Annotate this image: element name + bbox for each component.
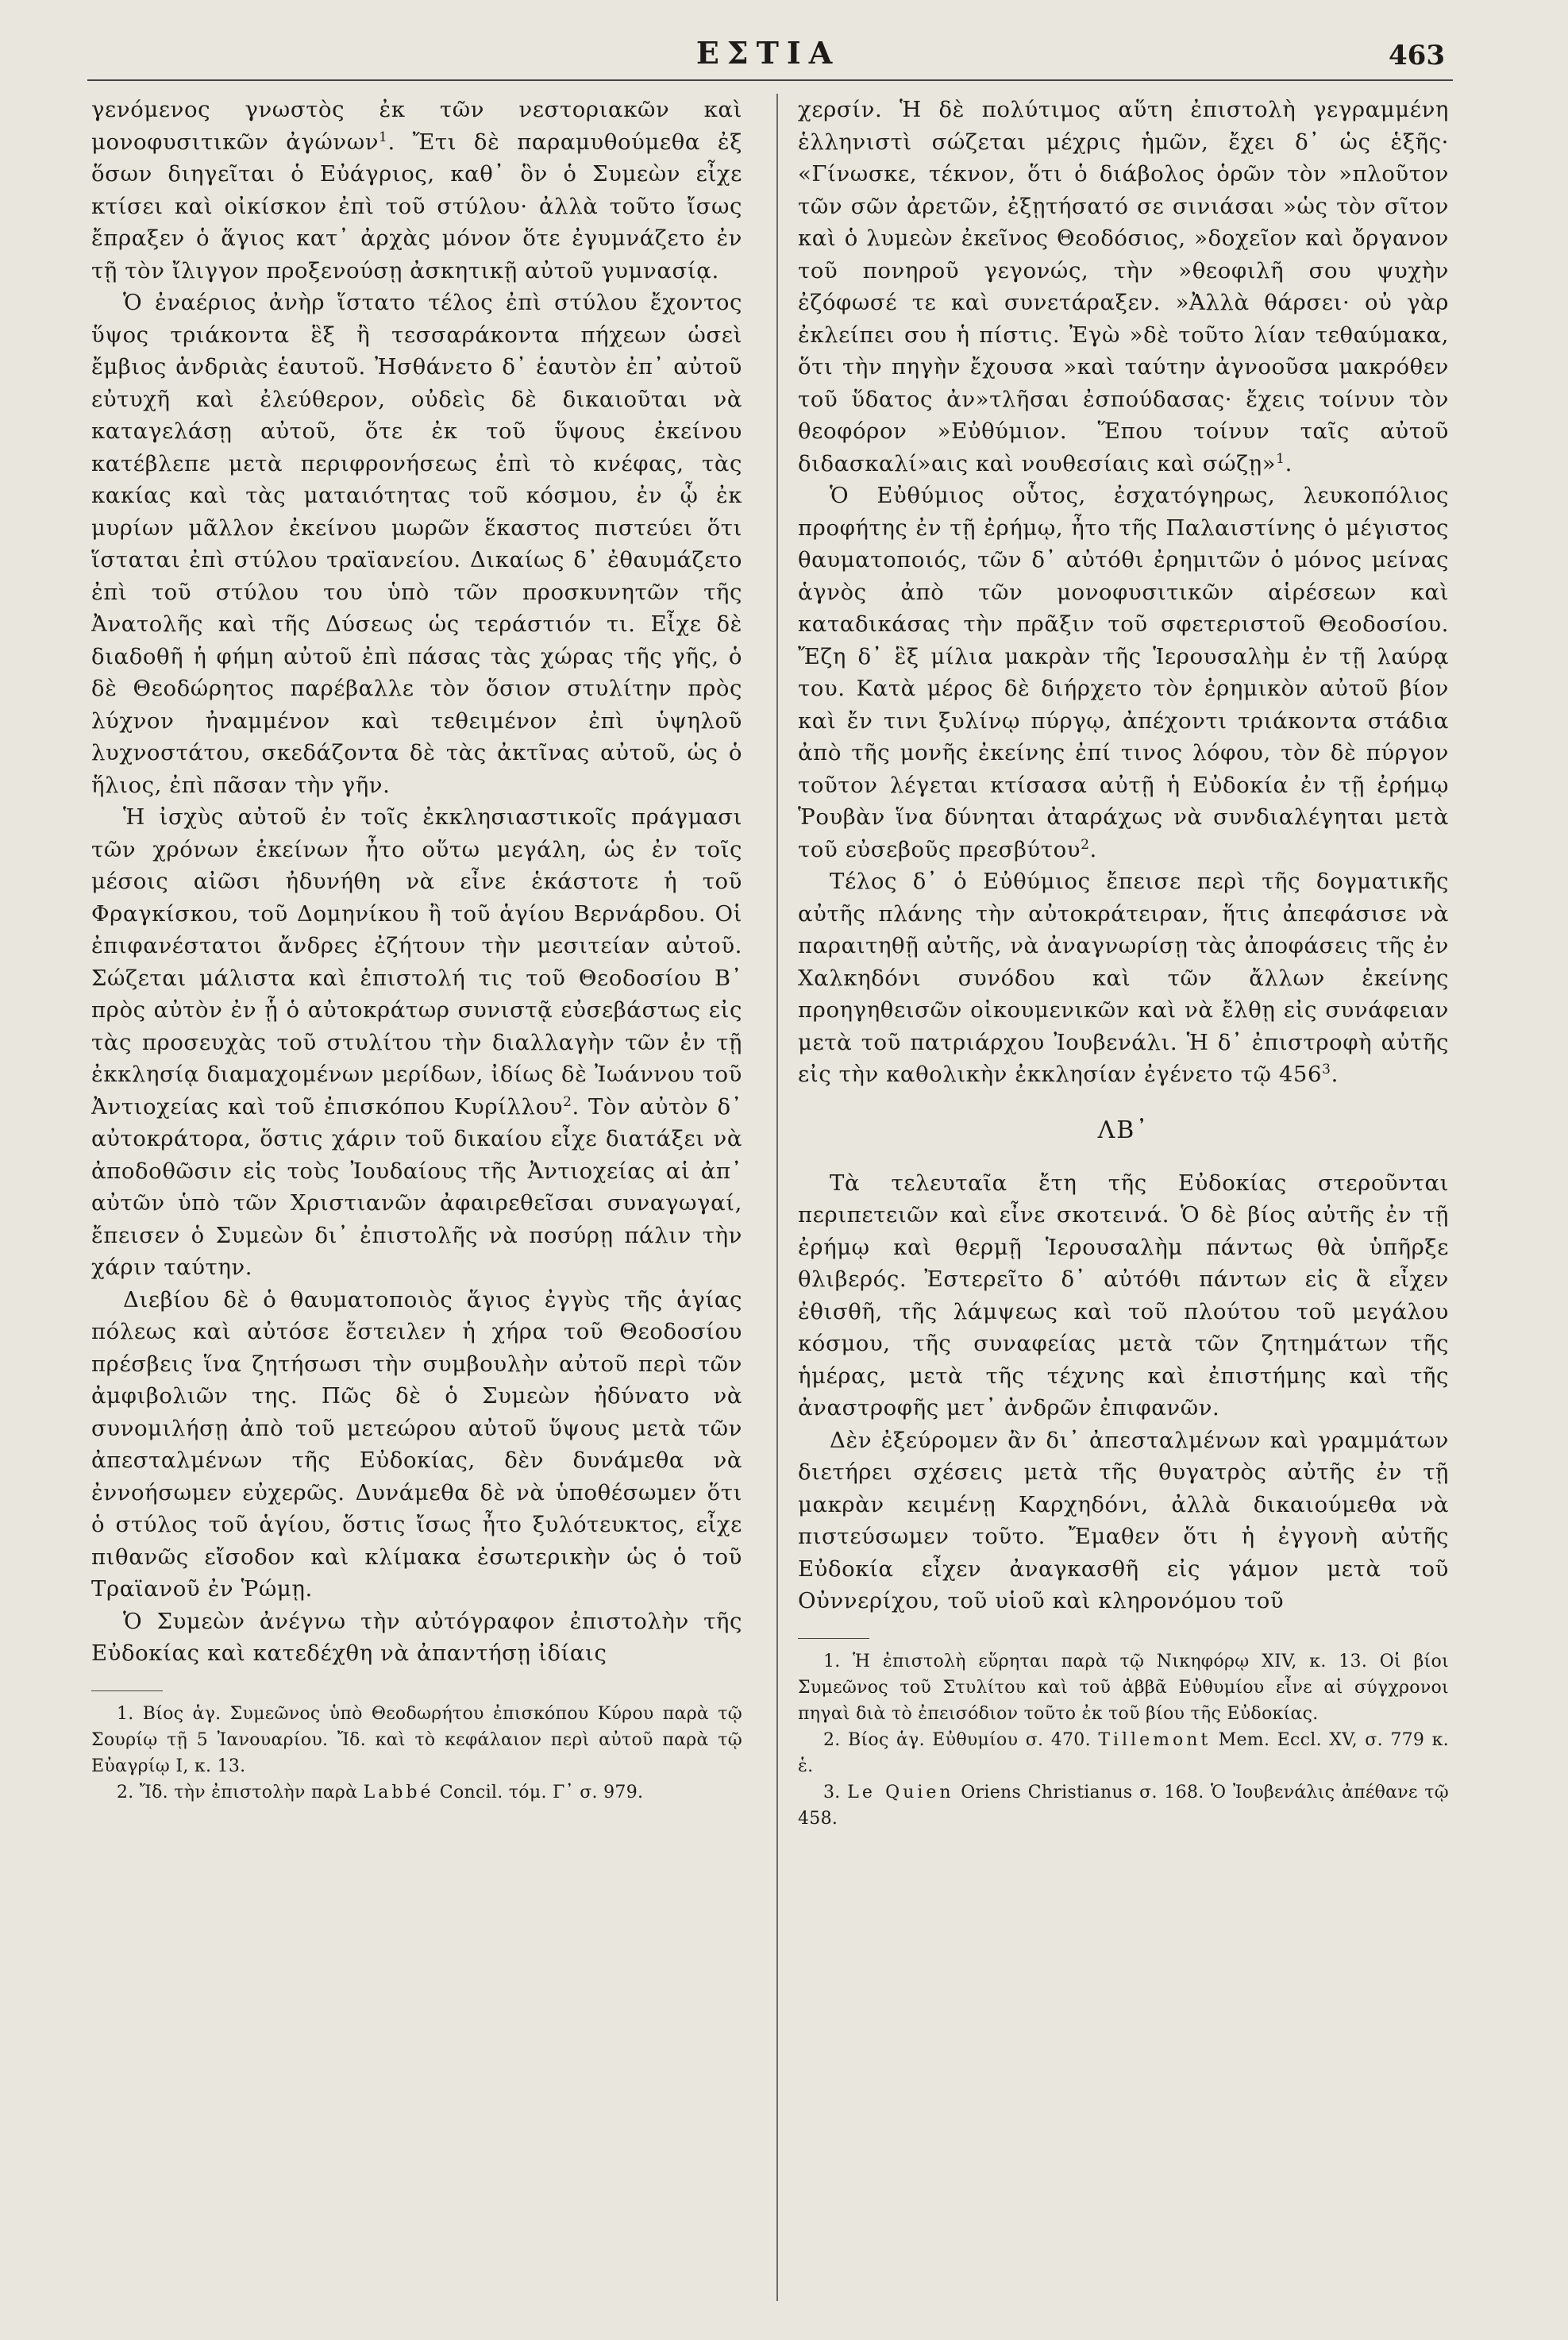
paragraph: Διεβίου δὲ ὁ θαυματοποιὸς ἅγιος ἐγγὺς τῆς ἁγίας πόλεως καὶ αὐτόσε ἔστειλεν ἡ χήρα τοῦ Θεοδοσίου πρέσβεις ἵνα ζητήσωσι τὴν συμβουλὴν αὐτοῦ περὶ τῶν ἀμφιβολιῶν της. Πῶς δὲ ὁ Συμεὼν ἠδύνατο νὰ συνομιλήσῃ ἀπὸ τοῦ μετεώρου αὐτοῦ ὕψους μετὰ τῶν ἀπεσταλμένων τῆς Εὐδοκίας, δὲν δυνάμεθα νὰ ἐννοήσωμεν εὐχερῶς. Δυνάμεθα δὲ νὰ ὑποθέσωμεν ὅτι ὁ στύλος τοῦ ἁγίου, ὅστις ἴσως ἦτο ξυλότευκτος, εἶχε πιθανῶς εἴσοδον καὶ κλίμακα ἐσωτερικὴν ὡς ὁ τοῦ Τραϊανοῦ ἐν Ῥώμῃ. (91, 1286, 742, 1602)
paragraph: Ὁ Συμεὼν ἀνέγνω τὴν αὐτόγραφον ἐπιστολὴν τῆς Εὐδοκίας καὶ κατεδέχθη νὰ ἀπαντήσῃ ἰδίαις (91, 1608, 742, 1666)
footnote-text: 3. (823, 1783, 848, 1802)
section-heading: ΛΒ᾽ (1097, 1116, 1150, 1144)
paragraph-text: χερσίν. Ἡ δὲ πολύτιμος αὕτη ἐπιστολὴ γεγραμμένη ἑλληνιστὶ σώζεται μέχρις ἡμῶν, ἔχει δ᾽ ὡς ἑξῆς· «Γίνωσκε, τέκνον, ὅτι ὁ διάβολος ὁρῶν τὸν »πλοῦτον τῶν σῶν ἀρετῶν, ἐξῃτήσατό σε σινιάσαι »ὡς τὸν σῖτον καὶ ὁ λυμεὼν ἐκεῖνος Θεοδόσιος, »δοχεῖον καὶ ὄργανον τοῦ πονηροῦ γεγονώς, τὴν »θεοφιλῆ σου ψυχὴν ἐζόφωσέ τε καὶ συνετάραξεν. »Ἀλλὰ θάρσει· οὐ γὰρ ἐκλείπει σου ἡ πίστις. Ἐγὼ »δὲ τοῦτο λίαν τεθαύμακα, ὅτι τὴν πηγὴν ἔχουσα »καὶ ταύτην ἀγνοοῦσα μακρόθεν τοῦ ὕδατος ἀν»τλῆσαι ἐσπούδασας· ἔχεις τοίνυν τὸν θεοφόρον »Εὐθύμιον. Ἕπου τοίνυν ταῖς αὐτοῦ διδασκαλί»αις καὶ νουθεσίαις καὶ σώζῃ» (798, 97, 1449, 476)
footnote-ref: 3 (1322, 1061, 1331, 1077)
footnote-text: 2. Ἴδ. τὴν ἐπιστολὴν παρὰ (117, 1783, 364, 1802)
footnote-ref: 2 (1081, 836, 1090, 853)
footnote: 1. Ἡ ἐπιστολὴ εὕρηται παρὰ τῷ Νικηφόρῳ XIV, κ. 13. Οἱ βίοι Συμεῶνος τοῦ Στυλίτου καὶ τοῦ ἀββᾶ Εὐθυμίου εἶνε αἱ σύγχρονοι πηγαὶ διὰ τὸ ἐπεισόδιον τοῦτο ἐκ τοῦ βίου τῆς Εὐδοκίας. (798, 1652, 1449, 1724)
paragraph: Ὁ ἐναέριος ἀνὴρ ἵστατο τέλος ἐπὶ στύλου ἔχοντος ὕψος τριάκοντα ἓξ ἢ τεσσαράκοντα πήχεων ὡσεὶ ἔμβιος ἀνδριὰς ἑαυτοῦ. Ἠσθάνετο δ᾽ ἑαυτὸν ἐπ᾽ αὐτοῦ εὐτυχῆ καὶ ἐλεύθερον, οὐδεὶς δὲ δικαιοῦται νὰ καταγελάσῃ αὐτοῦ, ὅτε ἐκ τοῦ ὕψους ἐκείνου κατέβλεπε μετὰ περιφρονήσεως ἐπὶ τὸ κνέφας, τὰς κακίας καὶ τὰς ματαιότητας τοῦ κόσμου, ἐν ᾧ ἐκ μυρίων μᾶλλον ἐκείνου μωρῶν ἕκαστος πιστεύει ὅτι ἵσταται ἐπὶ στύλου τραϊανείου. Δικαίως δ᾽ ἐθαυμάζετο ἐπὶ τοῦ στύλου του ὑπὸ τῶν προσκυνητῶν τῆς Ἀνατολῆς καὶ τῆς Δύσεως ὡς τεράστιόν τι. Εἶχε δὲ διαδοθῆ ἡ φήμη αὐτοῦ ἐπὶ πάσας τὰς χώρας τῆς γῆς, ὁ δὲ Θεοδώρητος παρέβαλλε τὸν ὅσιον στυλίτην πρὸς λύχνον ἠναμμένον καὶ τεθειμένον ἐπὶ ὑψηλοῦ λυχνοστάτου, σκεδάζοντα δὲ τὰς ἀκτῖνας αὐτοῦ, ὡς ὁ ἥλιος, ἐπὶ πᾶσαν τὴν γῆν. (91, 290, 742, 798)
page-header (91, 30, 1445, 78)
footnote-ref: 2 (563, 1093, 572, 1110)
paragraph-text: . (1089, 836, 1097, 862)
footnote-text: 2. Βίος ἁγ. Εὐθυμίου σ. 470. (823, 1730, 1099, 1750)
paragraph (798, 94, 1449, 480)
footnote (798, 1727, 1449, 1779)
paragraph (798, 480, 1449, 865)
right-column (798, 94, 1449, 2317)
footnote-author: Tillemont (1098, 1730, 1212, 1750)
paragraph-text: . (1331, 1062, 1339, 1087)
footnote-author: Le Quien (847, 1783, 954, 1802)
column-divider (776, 94, 778, 2301)
footnote-text: Mem. Eccl. XV, σ. 779 κ. ἑ. (798, 1730, 1449, 1776)
paragraph: Τὰ τελευταῖα ἔτη τῆς Εὐδοκίας στεροῦνται περιπετειῶν καὶ εἶνε σκοτεινά. Ὁ δὲ βίος αὐτῆς ἐν τῇ ἐρήμῳ καὶ θερμῇ Ἱερουσαλὴμ πάντως θὰ ὑπῆρξε θλιβερός. Ἐστερεῖτο δ᾽ αὐτόθι πάντων εἰς ἃ εἶχεν ἐθισθῆ, τῆς λάμψεως καὶ τοῦ πλούτου τοῦ μεγάλου κόσμου, τῆς συναφείας μετὰ τῶν ζητημάτων τῆς ἡμέρας, μετὰ τῆς τέχνης καὶ ἐπιστήμης καὶ τῆς ἀναστροφῆς μετ᾽ ἀνδρῶν ἐπιφανῶν. (798, 1170, 1449, 1421)
footnote-author: Labbé (363, 1783, 434, 1802)
paragraph-text: Τέλος δ᾽ ὁ Εὐθύμιος ἔπεισε περὶ τῆς δογματικῆς αὐτῆς πλάνης τὴν αὐτοκράτειραν, ἥτις ἀπεφάσισε νὰ παραιτηθῇ αὐτῆς, νὰ ἀναγνωρίσῃ τὰς ἀποφάσεις τῆς ἐν Χαλκηδόνι συνόδου καὶ τῶν ἄλλων ἐκείνης προηγηθεισῶν οἰκουμενικῶν καὶ νὰ ἔλθῃ εἰς συνάφειαν μετὰ τοῦ πατριάρχου Ἰουβενάλι. Ἡ δ᾽ ἐπιστροφὴ αὐτῆς εἰς τὴν καθολικὴν ἐκκλησίαν ἐγένετο τῷ 456 (798, 869, 1449, 1087)
footnote-divider (798, 1638, 869, 1640)
footnote-ref: 1 (379, 129, 388, 145)
footnote-text: Concil. τόμ. Γ᾽ σ. 979. (433, 1783, 644, 1802)
paragraph (91, 94, 742, 287)
left-column (91, 94, 742, 2317)
paragraph-text: Ὁ Εὐθύμιος οὗτος, ἐσχατόγηρως, λευκοπόλιος προφήτης ἐν τῇ ἐρήμῳ, ἦτο τῆς Παλαιστίνης ὁ μέγιστος θαυματοποιός, τῶν δ᾽ αὐτόθι ἐρημιτῶν ὁ μόνος μείνας ἁγνὸς ἀπὸ τῶν μονοφυσιτικῶν αἱρέσεων καὶ καταδικάσας τὴν πρᾶξιν τοῦ σφετεριστοῦ Θεοδοσίου. Ἔζη δ᾽ ἓξ μίλια μακρὰν τῆς Ἱερουσαλὴμ ἐν τῇ λαύρᾳ του. Κατὰ μέρος δὲ διήρχετο τὸν ἐρημικὸν αὐτοῦ βίον καὶ ἔν τινι ξυλίνῳ πύργῳ, ἀπέχοντι τριάκοντα στάδια ἀπὸ τῆς μονῆς ἐκείνης ἐπί τινος λόφου, τὸν δὲ πύργον τοῦτον λέγεται κτίσασα αὐτῇ ἡ Εὐδοκία ἐν τῇ ἐρήμῳ Ῥουβὰν ἵνα δύνηται ἀταράχως νὰ συνδιαλέγηται μετὰ τοῦ εὐσεβοῦς πρεσβύτου (798, 483, 1449, 862)
footnote-divider (91, 1690, 163, 1692)
paragraph-text: Ἡ ἰσχὺς αὐτοῦ ἐν τοῖς ἐκκλησιαστικοῖς πράγμασι τῶν χρόνων ἐκείνων ἦτο οὕτω μεγάλη, ὡς ἐν τοῖς μέσοις αἰῶσι ἠδυνήθη νὰ εἶνε ἑκάστοτε ἡ τοῦ Φραγκίσκου, τοῦ Δομηνίκου ἢ τοῦ ἁγίου Βερνάρδου. Οἱ ἐπιφανέστατοι ἄνδρες ἐζήτουν τὴν μεσιτείαν αὐτοῦ. Σώζεται μάλιστα καὶ ἐπιστολή τις τοῦ Θεοδοσίου Β᾽ πρὸς αὐτὸν ἐν ᾗ ὁ αὐτοκράτωρ συνιστᾷ εὐσεβάστως εἰς τὰς προσευχὰς τοῦ στυλίτου τὴν διαλλαγὴν τῶν ἐν τῇ ἐκκλησίᾳ διαμαχομένων μερίδων, ἰδίως δὲ Ἰωάννου τοῦ Ἀντιοχείας καὶ τοῦ ἐπισκόπου Κυρίλλου (91, 804, 742, 1120)
footnote-text: Oriens Christianus σ. 168. Ὁ Ἰουβενάλις ἀπέθανε τῷ 458. (798, 1783, 1449, 1829)
running-title: ΕΣΤΙΑ (695, 35, 841, 71)
footnote (91, 1779, 742, 1806)
footnote-ref: 1 (1276, 450, 1285, 467)
page-number: 463 (1389, 40, 1445, 71)
paragraph-text: γενόμενος γνωστὸς ἐκ τῶν νεστοριακῶν καὶ μονοφυσιτικῶν ἀγώνων (91, 97, 742, 155)
paragraph (91, 801, 742, 1284)
paragraph (798, 865, 1449, 1091)
paragraph-text: . Τὸν αὐτὸν δ᾽ αὐτοκράτορα, ὅστις χάριν τοῦ δικαίου εἶχε διατάξει νὰ ἀποδοθῶσιν εἰς τοὺς Ἰουδαίους τῆς Ἀντιοχείας αἱ ἀπ᾽ αὐτῶν ὑπὸ τῶν Χριστιανῶν ἀφαιρεθεῖσαι συναγωγαί, ἔπεισεν ὁ Συμεὼν δι᾽ ἐπιστολῆς νὰ ποσύρῃ πάλιν τὴν χάριν ταύτην. (91, 1093, 742, 1280)
footnote (798, 1779, 1449, 1832)
header-rule (87, 79, 1453, 81)
paragraph-text: . Ἔτι δὲ παραμυθούμεθα ἐξ ὅσων διηγεῖται ὁ Εὐάγριος, καθ᾽ ὃν ὁ Συμεὼν εἶχε κτίσει καὶ οἰκίσκον ἐπὶ τοῦ στύλου· ἀλλὰ τοῦτο ἴσως ἔπραξεν ὁ ἅγιος κατ᾽ ἀρχὰς μόνον ὅτε ἐγυμνάζετο ἐν τῇ τὸν ἴλιγγον προξενούσῃ ἀσκητικῇ αὐτοῦ γυμνασίᾳ. (91, 129, 742, 283)
paragraph-text: . (1285, 450, 1293, 476)
paragraph: Δὲν ἐξεύρομεν ἂν δι᾽ ἀπεσταλμένων καὶ γραμμάτων διετήρει σχέσεις μετὰ τῆς θυγατρὸς αὐτῆς ἐν τῇ μακρὰν κειμένῃ Καρχηδόνι, ἀλλὰ δικαιούμεθα νὰ πιστεύσωμεν τοῦτο. Ἔμαθεν ὅτι ἡ ἐγγονὴ αὐτῆς Εὐδοκία εἶχεν ἀναγκασθῆ εἰς γάμον μετὰ τοῦ Οὐννερίχου, τοῦ υἱοῦ καὶ κληρονόμου τοῦ (798, 1427, 1449, 1613)
footnote: 1. Βίος ἁγ. Συμεῶνος ὑπὸ Θεοδωρήτου ἐπισκόπου Κύρου παρὰ τῷ Σουρίῳ τῇ 5 Ἰανουαρίου. Ἴδ. καὶ τὸ κεφάλαιον περὶ αὐτοῦ παρὰ τῷ Εὐαγρίῳ I, κ. 13. (91, 1704, 742, 1776)
